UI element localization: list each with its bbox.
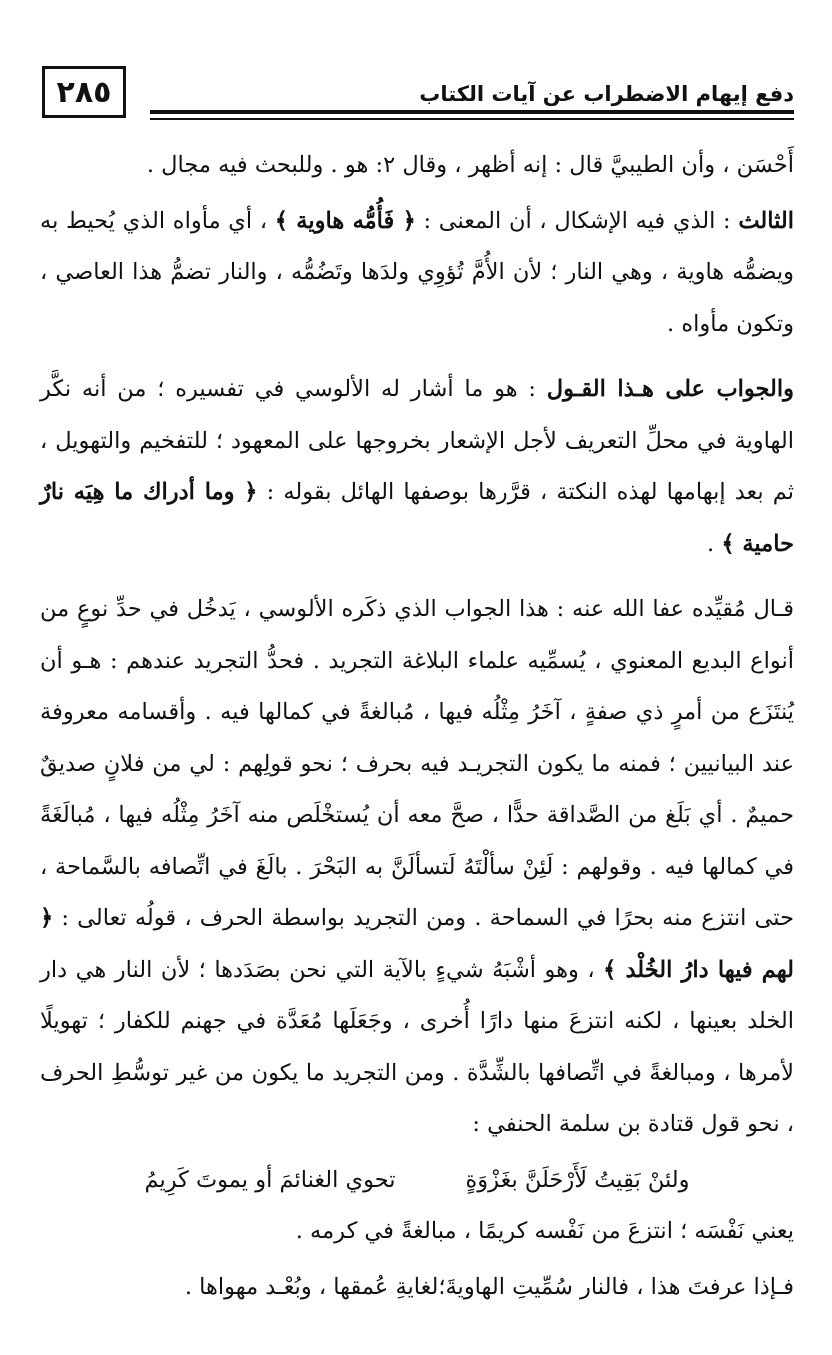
paragraph-3	[40, 364, 794, 570]
paragraph-2-text-b: ، أي مأواه الذي يُحيط به ويضمُّه هاوية ، وهي النار ؛ لأن الأُمَّ تُؤوِي ولدَها وتَضُمُّه ، والنار تضمُّ هذا العاصي ، وتكون مأواه .	[40, 207, 794, 337]
paragraph-3-text-a: : هو ما أشار له الألوسي في تفسيره ؛ من أنه نكَّر الهاوية في محلِّ التعريف لأجل الإشعار بخروجها على المعهود ؛ للتفخيم والتهويل ، ثم بعد إبهامها لهذه النكتة ، قرَّرها بوصفها الهائل بقوله :	[40, 376, 794, 505]
paragraph-1: أَحْسَن ، وأن الطيبيَّ قال : إنه أظهر ، وقال ٢: هو . وللبحث فيه مجال .	[146, 152, 794, 178]
paragraph-2-text-a: : الذي فيه الإشكال ، أن المعنى :	[415, 207, 739, 234]
verse-hemistich-first: ولئنْ بَقِيتُ لَأَرْحَلَنَّ بغَزْوَةٍ	[465, 1166, 690, 1193]
page-header	[40, 60, 794, 130]
paragraph-2	[40, 196, 794, 351]
paragraph-4	[40, 584, 794, 1151]
body-text	[40, 140, 794, 1313]
paragraph-3-lead: والجواب على هـذا القـول	[546, 376, 794, 402]
running-title: دفع إيهام الاضطراب عن آيات الكتاب	[419, 82, 794, 106]
quran-quote-1: ﴿ فَأُمُّه هاوية ﴾	[274, 207, 416, 234]
paragraph-6: فـإذا عرفتَ هذا ، فالنار سُمِّيتِ الهاويةَ؛لغايةِ عُمقها ، وبُعْـد مهواها .	[184, 1273, 794, 1300]
header-rule-thick	[150, 110, 794, 114]
quran-quote-3: ﴿ لهم فيها دارُ الخُلْد ﴾	[40, 905, 794, 983]
paragraph-5: يعني نَفْسَه ؛ انتزعَ من نَفْسه كريمًا ، مبالغةً في كرمه .	[295, 1218, 794, 1244]
paragraph-2-lead: الثالث	[738, 207, 795, 234]
quran-quote-2: ﴿ وما أدراك ما هِيَه نارٌ حامية ﴾	[40, 479, 794, 557]
poetry-verse	[40, 1155, 794, 1207]
paragraph-3-text-b: .	[707, 530, 722, 557]
paragraph-4-text-b: ، وهو أشْبَهُ شيءٍ بالآية التي نحن بصَدَدها ؛ لأن النار هي دار الخلد بعينها ، لكنه انتزعَ منها دارًا أُخرى ، وجَعَلَها مُعَدَّة في جهنم للكفار ؛ تهويلًا لأمرها ، ومبالغةً في اتِّصافها بالشِّدَّة . ومن التجريد ما يكون من غير توسُّطِ الحرف ، نحو قول قتادة بن سلمة الحنفي :	[40, 956, 794, 1137]
paragraph-4-text-a: قـال مُقيِّده عفا الله عنه : هذا الجواب الذي ذكَره الألوسي ، يَدخُل في حدِّ نوعٍ من أنواع البديع المعنوي ، يُسمِّيه علماء البلاغة التجريد . فحدُّ التجريد عندهم : هـو أن يُنتَزَع من أمرٍ ذي صفةٍ ، آخَرُ مِثْلُه فيها ، مُبالغةً في كمالها فيه . وأقسامه معروفة عند البيانيين ؛ فمنه ما يكون التجريـد فيه بحرف ؛ نحو قولِهم : لي من فلانٍ صديقٌ حميمٌ . أي بَلَغ من الصَّداقة حدًّا ، صحَّ معه أن يُستخْلَص منه آخَرُ مِثْلُه فيها ، مُبالَغَةً في كمالها فيه . وقولهم : لَئِنْ سألْتَهُ لَتسألَنَّ به البَحْرَ . بالَغَ في اتِّصافه بالسَّماحة ، حتى انتزع منه بحرًا في السماحة . ومن التجريد بواسطة الحرف ، قولُه تعالى :	[40, 596, 794, 931]
header-rule-thin	[150, 118, 794, 120]
verse-hemistich-second: تحوي الغنائمَ أو يموتَ كَرِيمُ	[144, 1166, 396, 1193]
page-number: ٢٨٥	[42, 66, 126, 118]
